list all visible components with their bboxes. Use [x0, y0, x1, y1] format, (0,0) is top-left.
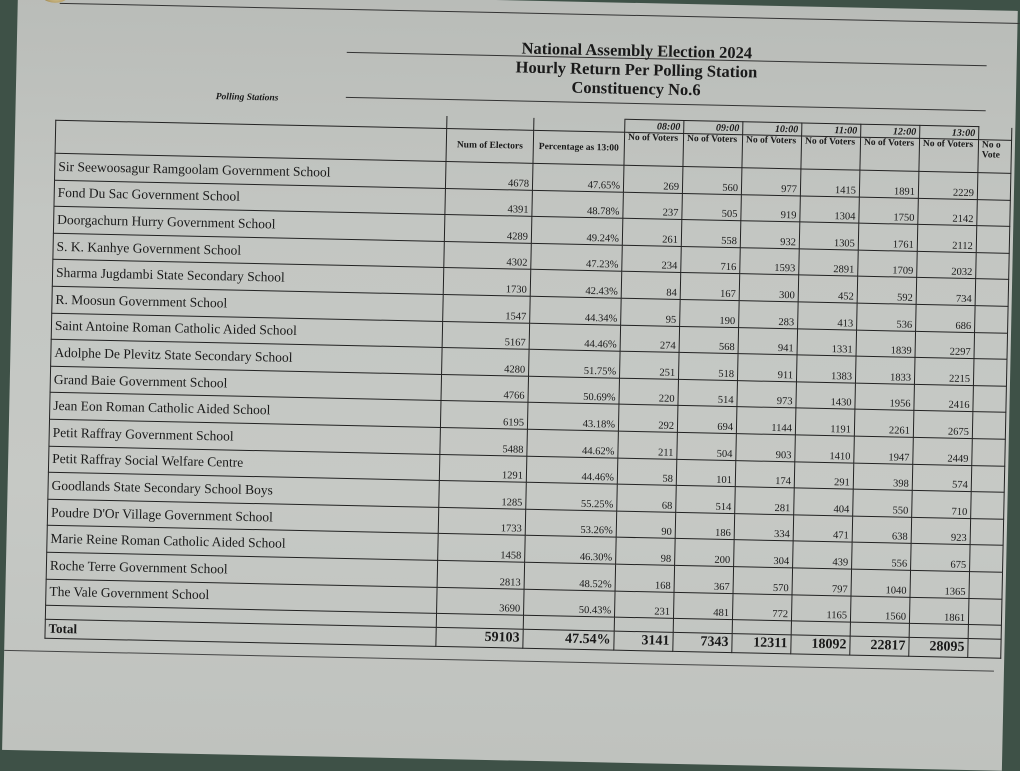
hour-label: 12:00 — [861, 124, 920, 138]
voters-cell: 903 — [736, 434, 796, 462]
voters-cell: 168 — [615, 564, 675, 592]
percentage-cell: 55.25% — [526, 482, 618, 510]
voters-cell: 1947 — [854, 436, 914, 464]
voters-header-cut: No o Vote — [978, 140, 1012, 174]
blank-cell — [968, 639, 1001, 659]
voters-cell: 710 — [912, 490, 972, 518]
voters-cell: 2261 — [854, 409, 914, 437]
voters-cell: 251 — [620, 351, 680, 379]
voters-cell: 281 — [735, 487, 795, 515]
total-percentage: 47.54% — [523, 629, 614, 650]
percentage-cell: 44.62% — [527, 429, 619, 457]
blank-cell — [969, 571, 1003, 598]
total-hourly: 3141 — [614, 631, 673, 651]
electors-cell: 4289 — [444, 215, 532, 243]
voters-cell: 90 — [616, 511, 676, 539]
voters-cell: 292 — [618, 405, 678, 433]
voters-cell: 367 — [674, 565, 734, 593]
blank-cell — [976, 226, 1010, 253]
voters-cell: 1593 — [740, 247, 800, 275]
blank-cell — [970, 518, 1004, 545]
blank-cell — [968, 598, 1002, 625]
voters-cell: 439 — [793, 541, 853, 569]
voters-cell: 1861 — [909, 597, 969, 625]
total-label: Total — [45, 619, 436, 646]
blank-cell — [971, 492, 1005, 519]
percentage-cell: 49.24% — [531, 216, 623, 244]
voters-cell: 570 — [733, 567, 793, 595]
blank-cell — [971, 465, 1005, 492]
percentage-cell: 46.30% — [525, 536, 617, 564]
voters-cell: 2229 — [918, 171, 978, 199]
blank-cell — [974, 332, 1008, 359]
voters-cell: 1304 — [800, 196, 860, 224]
voters-cell: 1560 — [850, 596, 910, 624]
blank-cell — [977, 173, 1011, 200]
electors-cell: 1285 — [439, 481, 527, 509]
voters-cell: 1709 — [858, 250, 918, 278]
voters-cell: 923 — [911, 517, 971, 545]
electors-cell: 3690 — [437, 587, 525, 615]
voters-cell: 231 — [614, 591, 674, 619]
voters-cell: 291 — [794, 461, 854, 489]
voters-cell: 1839 — [856, 330, 916, 358]
voters-cell: 413 — [798, 302, 858, 330]
percentage-cell: 50.43% — [524, 589, 616, 617]
blank-cell — [968, 625, 1001, 640]
electors-cell: 4766 — [441, 374, 529, 402]
voters-cell: 2449 — [913, 437, 973, 465]
percentage-cell: 53.26% — [525, 509, 617, 537]
voters-cell: 675 — [911, 544, 971, 572]
percentage-cell: 50.69% — [528, 376, 620, 404]
voters-cell: 932 — [740, 221, 800, 249]
station-name: Sir Seewoosagur Ramgoolam Government School — [55, 153, 446, 188]
electors-cell: 4302 — [444, 241, 532, 269]
divider — [60, 3, 1020, 24]
voters-cell: 504 — [677, 432, 737, 460]
hour-label: 10:00 — [743, 122, 802, 136]
percentage-cell: 43.18% — [527, 403, 619, 431]
hour-label: 11:00 — [802, 123, 861, 137]
voters-cell: 398 — [853, 463, 913, 491]
voters-cell: 190 — [680, 299, 740, 327]
voters-header: No of Voters — [742, 135, 802, 169]
voters-cell: 174 — [735, 460, 795, 488]
voters-cell: 2112 — [917, 225, 977, 253]
blank-cell — [972, 439, 1006, 466]
blank-cell — [975, 306, 1009, 333]
voters-header: No of Voters — [624, 132, 684, 166]
voters-cell: 568 — [679, 326, 739, 354]
electors-cell: 1733 — [438, 507, 526, 535]
electors-cell: 4678 — [445, 162, 533, 190]
voters-cell: 734 — [916, 278, 976, 306]
voters-cell: 2142 — [918, 198, 978, 226]
voters-cell: 95 — [621, 298, 681, 326]
percentage-cell: 47.65% — [532, 163, 624, 191]
electors-cell: 5488 — [440, 427, 528, 455]
voters-cell: 592 — [857, 277, 917, 305]
voters-cell: 269 — [623, 165, 683, 193]
voters-cell: 514 — [676, 486, 736, 514]
percentage-cell: 44.46% — [526, 456, 618, 484]
blank-cell — [732, 620, 791, 635]
voters-cell: 1750 — [859, 197, 919, 225]
printed-sheet — [2, 0, 1018, 771]
voters-cell: 772 — [732, 593, 792, 621]
station-name: Adolphe De Plevitz State Secondary School — [51, 339, 442, 374]
voters-cell: 2215 — [914, 358, 974, 386]
percentage-header: Percentage as 13:00 — [533, 130, 625, 165]
station-name: Saint Antoine Roman Catholic Aided School — [51, 313, 442, 348]
voters-header: No of Voters — [683, 133, 743, 167]
voters-cell: 911 — [737, 354, 797, 382]
hour-label: 09:00 — [684, 120, 743, 134]
voters-cell: 550 — [853, 489, 913, 517]
voters-cell: 68 — [617, 484, 677, 512]
percentage-cell: 48.78% — [532, 190, 624, 218]
total-hourly: 7343 — [673, 632, 732, 652]
electors-cell: 5167 — [442, 321, 530, 349]
electors-cell: 1291 — [439, 454, 527, 482]
station-name: Poudre D'Or Village Government School — [47, 499, 438, 534]
voters-cell: 1956 — [855, 383, 915, 411]
voters-cell: 1165 — [791, 594, 851, 622]
voters-cell: 304 — [734, 540, 794, 568]
voters-cell: 505 — [682, 193, 742, 221]
blank-cell — [976, 252, 1010, 279]
blank-cell — [977, 199, 1011, 226]
voters-cell: 560 — [682, 166, 742, 194]
blank-cell — [791, 621, 850, 636]
station-name: Fond Du Sac Government School — [54, 180, 445, 215]
voters-cell: 1383 — [796, 355, 856, 383]
station-name: S. K. Kanhye Government School — [53, 233, 444, 268]
voters-cell: 919 — [741, 194, 801, 222]
hour-label: 08:00 — [625, 119, 684, 133]
voters-cell: 404 — [794, 488, 854, 516]
voters-cell: 1191 — [795, 408, 855, 436]
divider — [346, 97, 986, 111]
polling-stations-header: Polling Stations — [215, 92, 279, 104]
station-name: Sharma Jugdambi State Secondary School — [52, 260, 443, 295]
voters-cell: 973 — [737, 380, 797, 408]
station-name: Roche Terre Government School — [46, 552, 437, 587]
voters-cell: 1410 — [795, 435, 855, 463]
voters-cell: 1761 — [858, 223, 918, 251]
percentage-cell: 44.46% — [529, 323, 621, 351]
blank-cell — [975, 279, 1009, 306]
document-title — [486, 38, 787, 101]
voters-cell: 471 — [793, 515, 853, 543]
total-hourly: 28095 — [909, 637, 968, 657]
voters-cell: 797 — [792, 568, 852, 596]
voters-cell: 1415 — [800, 169, 860, 197]
voters-cell: 941 — [738, 327, 798, 355]
voters-cell: 200 — [675, 539, 735, 567]
voters-cell: 514 — [678, 379, 738, 407]
station-name: Jean Eon Roman Catholic Aided School — [50, 393, 441, 428]
title-line-election: National Assembly Election 2024 — [521, 38, 753, 63]
electors-cell: 1458 — [438, 534, 526, 562]
voters-cell: 2032 — [917, 251, 977, 279]
voters-cell: 574 — [912, 464, 972, 492]
electors-cell: 1730 — [443, 268, 531, 296]
electors-cell: 4280 — [442, 348, 530, 376]
hourly-return-table — [44, 107, 1012, 659]
voters-cell: 234 — [622, 245, 682, 273]
blank-cell — [850, 622, 909, 637]
voters-cell: 518 — [678, 353, 738, 381]
electors-cell: 4391 — [445, 188, 533, 216]
voters-header: No of Voters — [860, 137, 920, 171]
total-electors: 59103 — [436, 627, 523, 648]
percentage-cell: 51.75% — [529, 349, 621, 377]
station-name: Petit Raffray Social Welfare Centre — [48, 446, 439, 481]
voters-cell: 2297 — [915, 331, 975, 359]
voters-cell: 98 — [616, 537, 676, 565]
voters-cell: 1331 — [797, 328, 857, 356]
voters-cell: 638 — [852, 516, 912, 544]
voters-cell: 274 — [620, 325, 680, 353]
voters-cell: 237 — [623, 192, 683, 220]
voters-cell: 1833 — [855, 356, 915, 384]
voters-cell: 556 — [852, 542, 912, 570]
blank-cell — [673, 618, 732, 633]
voters-cell: 686 — [916, 304, 976, 332]
voters-cell: 1430 — [796, 382, 856, 410]
voters-cell: 220 — [619, 378, 679, 406]
table-body — [46, 153, 1011, 625]
voters-cell: 1891 — [859, 170, 919, 198]
blank-cell — [979, 127, 1012, 141]
voters-cell: 2416 — [914, 384, 974, 412]
voters-cell: 167 — [680, 273, 740, 301]
percentage-cell: 47.23% — [531, 243, 623, 271]
station-name: The Vale Government School — [46, 579, 437, 614]
blank-cell — [972, 412, 1006, 439]
voters-cell: 452 — [798, 275, 858, 303]
voters-cell: 334 — [734, 513, 794, 541]
voters-cell: 283 — [739, 301, 799, 329]
voters-cell: 101 — [676, 459, 736, 487]
percentage-cell: 44.34% — [530, 296, 622, 324]
voters-cell: 694 — [677, 406, 737, 434]
voters-cell: 300 — [739, 274, 799, 302]
electors-cell: 1547 — [443, 294, 531, 322]
voters-cell: 977 — [741, 168, 801, 196]
station-name: Goodlands State Secondary School Boys — [48, 472, 439, 507]
station-name: Grand Baie Government School — [50, 366, 441, 401]
voters-cell: 186 — [675, 512, 735, 540]
total-hourly: 12311 — [732, 634, 791, 654]
electors-header: Num of Electors — [446, 129, 534, 164]
electors-cell: 6195 — [440, 401, 528, 429]
voters-cell: 1144 — [736, 407, 796, 435]
electors-cell: 2813 — [437, 560, 525, 588]
station-name: Doorgachurn Hurry Government School — [53, 206, 444, 241]
blank-cell — [614, 617, 673, 632]
station-name: R. Moosun Government School — [52, 286, 443, 321]
station-name: Petit Raffray Government School — [49, 419, 440, 454]
voters-cell: 716 — [681, 246, 741, 274]
station-name: Marie Reine Roman Catholic Aided School — [47, 526, 438, 561]
voters-cell: 261 — [622, 218, 682, 246]
voters-header: No of Voters — [919, 138, 979, 172]
voters-cell: 2675 — [913, 411, 973, 439]
voters-cell: 1365 — [910, 570, 970, 598]
voters-cell: 536 — [857, 303, 917, 331]
blank-cell — [973, 359, 1007, 386]
hour-label: 13:00 — [920, 125, 979, 139]
voters-header: No of Voters — [801, 136, 861, 170]
voters-cell: 2891 — [799, 249, 859, 277]
voters-cell: 84 — [621, 272, 681, 300]
voters-cell: 481 — [673, 592, 733, 620]
total-hourly: 22817 — [850, 636, 909, 656]
blank-cell — [970, 545, 1004, 572]
title-line-constituency: Constituency No.6 — [571, 77, 701, 100]
voters-cell: 211 — [618, 431, 678, 459]
percentage-cell: 42.43% — [530, 270, 622, 298]
voters-cell: 58 — [617, 458, 677, 486]
blank-cell — [973, 385, 1007, 412]
percentage-cell: 48.52% — [524, 562, 616, 590]
voters-cell: 1305 — [799, 222, 859, 250]
blank-cell — [909, 623, 968, 638]
voters-cell: 558 — [681, 220, 741, 248]
voters-cell: 1040 — [851, 569, 911, 597]
total-hourly: 18092 — [791, 635, 850, 655]
title-line-hourly-return: Hourly Return Per Polling Station — [515, 57, 758, 82]
